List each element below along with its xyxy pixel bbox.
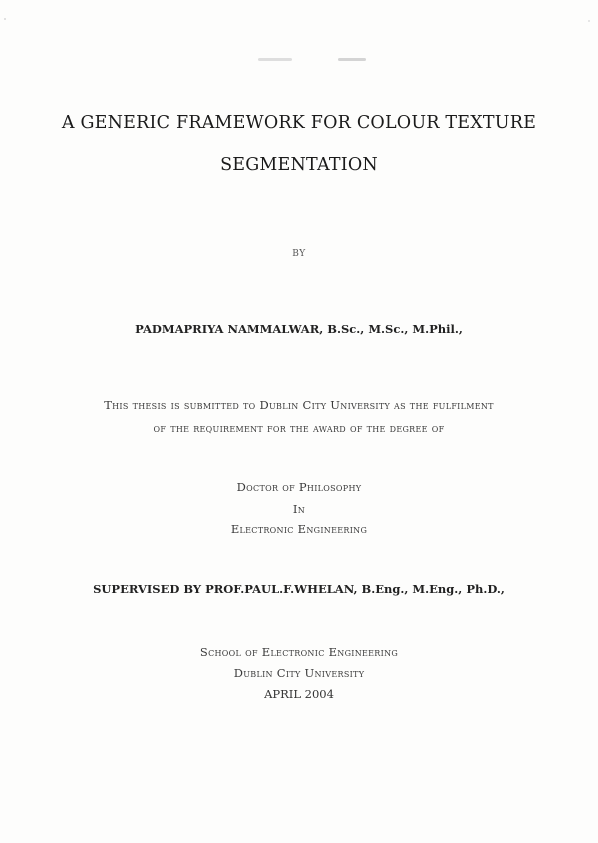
submission-statement-line-1: This thesis is submitted to Dublin City University as the fulfilment [104,398,494,412]
submission-statement-line-2: of the requirement for the award of the degree of [153,421,445,435]
school-name: School of Electronic Engineering [199,645,399,659]
submission-date: APRIL 2004 [264,687,334,701]
degree-in-label: In [292,502,306,516]
university-name: Dublin City University [233,666,365,680]
scan-artifact-top [258,58,292,61]
degree-name: Doctor of Philosophy [236,480,362,494]
author-name: PADMAPRIYA NAMMALWAR, B.Sc., M.Sc., M.Phil., [135,322,463,336]
supervisor-line: SUPERVISED BY PROF.PAUL.F.WHELAN, B.Eng., M.Eng., Ph.D., [93,582,505,596]
degree-field: Electronic Engineering [230,522,368,536]
title-line-1: A GENERIC FRAMEWORK FOR COLOUR TEXTURE [61,113,537,133]
by-label: BY [292,249,306,259]
scan-artifact-top-right [338,58,366,61]
scan-artifact-right-edge [588,20,590,22]
scan-artifact-left-edge [4,18,6,20]
title-line-2: SEGMENTATION [220,155,378,175]
